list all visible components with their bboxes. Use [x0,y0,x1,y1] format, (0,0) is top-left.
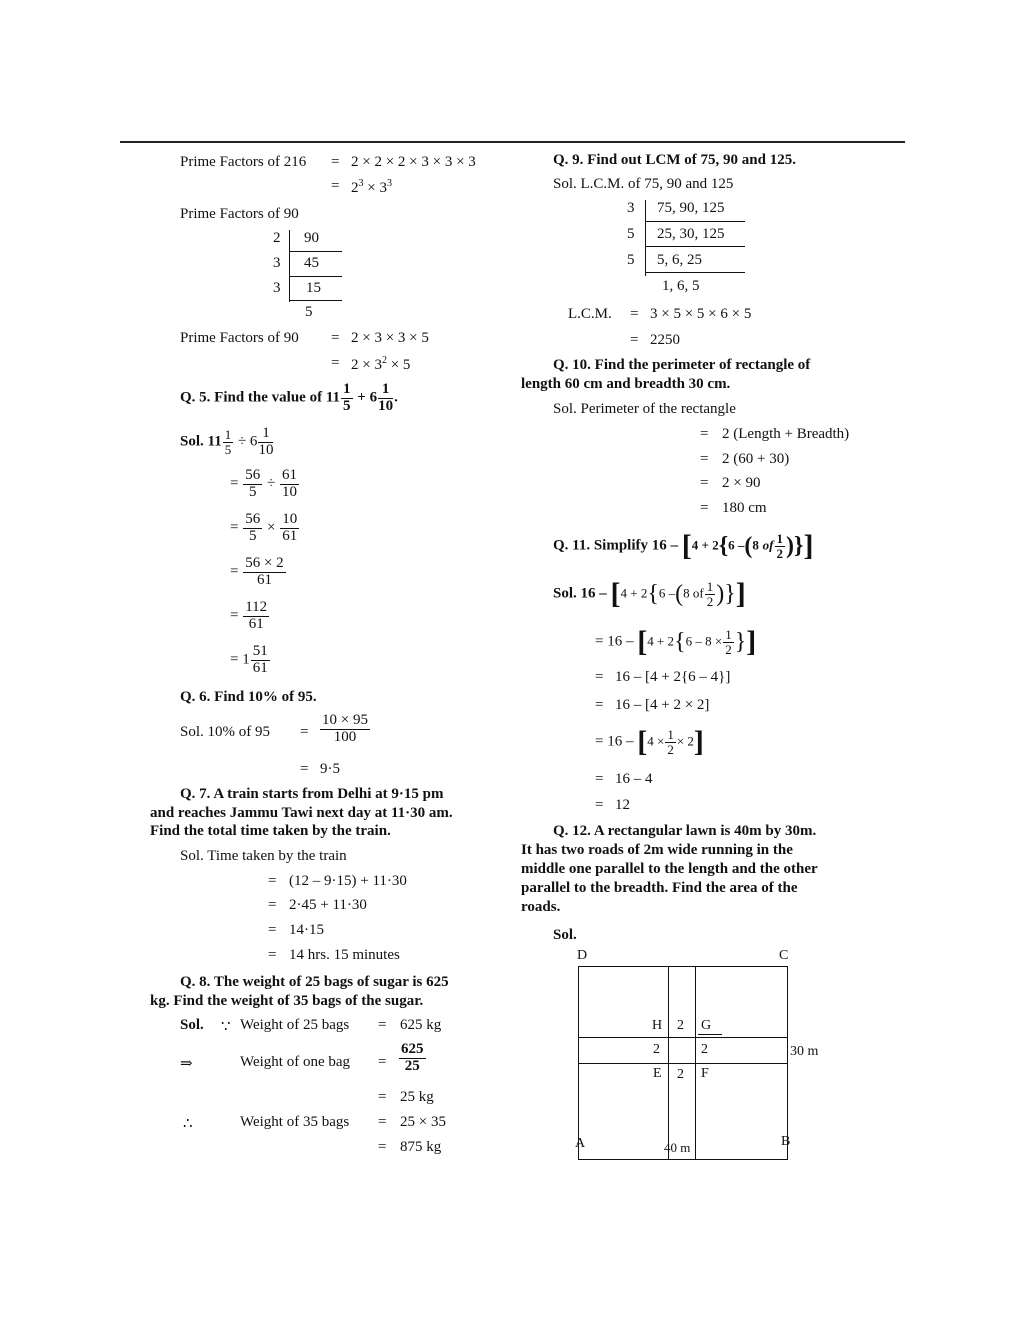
vertex-label-h: H [652,1018,663,1033]
since-symbol: ∵ [221,1019,231,1035]
q11-answer: 12 [615,797,630,813]
frac-den: 61 [252,659,268,676]
eq-sign: = [700,500,709,516]
q6-answer: 9·5 [320,761,340,777]
q7-step: 14·15 [289,922,324,938]
q11-step: 16 – [4 + 2 × 2] [615,697,710,713]
frac [280,512,299,545]
pf90-power-form [351,355,410,374]
road-horizontal-edge [578,1037,788,1038]
bracket-open: [ [610,577,621,611]
q5-sol-line1 [230,468,300,501]
div90-vline [289,230,290,302]
q8-row-value: 625 kg [400,1017,442,1033]
q5-frac2 [378,382,393,415]
eq-sign: = [230,519,239,536]
eq-sign: = [595,797,604,813]
lcm-label: L.C.M. [568,306,612,322]
q5-s0-frac2 [258,426,273,459]
q8-row-label: Weight of one bag [240,1054,351,1070]
q11-sol-line0 [553,577,746,611]
q11-part: 4 × [647,733,665,749]
g-underline [698,1034,722,1035]
q12-sol-label: Sol. [553,927,577,943]
frac-den: 10 [378,397,394,414]
q5-s0-whole: 11 [207,433,222,450]
brace-close: } [724,581,736,608]
pf90-exp: 2 [381,355,387,366]
div90-divisor: 3 [273,280,281,296]
q5-s0-frac1 [223,428,234,456]
pf216-base-b: × 3 [367,180,387,196]
q5-sol-line0 [180,426,274,459]
pf216-exp-b: 3 [386,178,392,189]
frac [243,512,262,545]
frac-den: 2 [725,641,732,657]
q8-sol-label: Sol. [180,1017,204,1033]
q11-part: 4 + 2 [620,585,648,601]
lcm-hline [645,246,745,247]
q8-frac [398,1042,427,1075]
q11-part: 16 – [607,733,634,750]
lcm-values: 75, 90, 125 [657,200,725,216]
eq-sign: = [595,633,604,650]
q6-frac [319,713,371,746]
pf216-eq1: = [331,154,340,170]
lcm-hline [645,221,745,222]
lcm-values: 5, 6, 25 [657,252,702,268]
pf90-title: Prime Factors of 90 [180,206,299,222]
q11-part: 4 + 2 [691,537,719,553]
road-width-label: 2 [653,1042,660,1057]
frac-den: 61 [248,615,264,632]
pf216-label: Prime Factors of 216 [180,154,307,170]
pf90-base: 2 × 3 [351,357,382,373]
q10-sol-label: Sol. Perimeter of the rectangle [553,401,736,417]
lcm-divisor: 5 [627,252,635,268]
div90-value: 90 [304,230,319,246]
frac-den: 61 [282,527,298,544]
frac-den: 5 [343,397,351,414]
eq-sign: = [268,897,277,913]
q11-text: Q. 11. Simplify 16 – [553,537,679,554]
q9-sol-label: Sol. L.C.M. of 75, 90 and 125 [553,176,734,192]
eq-sign: = [378,1054,387,1070]
pf90-eq2: = [331,355,340,371]
frac-num: 51 [252,643,268,659]
div90-divisor: 2 [273,230,281,246]
brace-close: } [734,629,747,656]
q5-text: Q. 5. Find the value of 11 [180,389,341,406]
div90-value: 45 [304,255,319,271]
pf90-value: 2 × 3 × 3 × 5 [351,330,429,346]
q5-frac1 [341,382,353,415]
eq-sign: = [700,426,709,442]
lcm-answer: 2250 [650,332,680,348]
vertex-label-g: G [701,1018,712,1033]
frac-num: 1 [343,381,351,397]
q10-question-line: length 60 cm and breadth 30 cm. [521,376,731,392]
road-width-label: 2 [677,1018,684,1033]
frac-num: 56 × 2 [245,555,284,571]
brace-open: { [718,533,729,560]
eq-sign: = [300,724,309,740]
q11-of: of [762,537,774,553]
eq-sign: = [230,651,239,668]
road-horizontal-edge [578,1063,788,1064]
q12-question-line: roads. [521,899,561,915]
frac-num: 61 [281,467,297,483]
pf90-label: Prime Factors of 90 [180,330,299,346]
eq-sign: = [378,1139,387,1155]
frac [251,644,270,677]
lcm-vline [645,200,646,276]
q11-step: 16 – 4 [615,771,653,787]
q10-question-line: Q. 10. Find the perimeter of rectangle of [553,357,811,373]
q11-question [553,529,814,563]
frac [775,532,786,560]
eq-sign: = [230,607,239,624]
q8-row-value: 25 × 35 [400,1114,446,1130]
frac-num: 1 [224,427,232,443]
frac-den: 100 [333,728,357,745]
bracket-close: ] [746,625,757,659]
frac [243,468,262,501]
eq-sign: = [230,563,239,580]
q5-sol-line3 [230,556,287,589]
frac [705,580,716,608]
eq-sign: = [595,771,604,787]
frac-num: 1 [725,627,732,642]
q11-part: 16 – [607,633,634,650]
bracket-close: ] [735,577,746,611]
q12-question-line: parallel to the breadth. Find the area of the [521,880,798,896]
q6-sol-label: Sol. 10% of 95 [180,724,270,740]
frac [280,468,299,501]
bracket-close: ] [693,725,704,759]
q11-part: 6 – [658,585,676,601]
div90-value: 15 [306,280,321,296]
q8-row-value: 875 kg [400,1139,442,1155]
lcm-values: 1, 6, 5 [662,278,700,294]
frac-den: 61 [256,571,272,588]
q9-question: Q. 9. Find out LCM of 75, 90 and 125. [553,152,796,168]
q11-step: 16 – [4 + 2{6 – 4}] [615,669,731,685]
eq-sign: = [595,697,604,713]
frac-den: 2 [776,545,784,561]
eq-sign: = [300,761,309,777]
lcm-hline [645,272,745,273]
frac-den: 25 [404,1057,420,1074]
q10-step: 2 (Length + Breadth) [722,426,850,442]
vertex-label-c: C [779,948,789,963]
lawn-height-label: 30 m [790,1044,819,1059]
eq-sign: = [230,475,239,492]
q11-sol-line4 [595,725,704,759]
q7-question-line: and reaches Jammu Tawi next day at 11·30 am. [150,805,453,821]
frac [399,1042,426,1075]
header-rule [120,141,905,143]
q12-question-line: middle one parallel to the length and the other [521,861,818,877]
paren-close: ) [716,581,725,608]
lcm-divisor: 3 [627,200,635,216]
q5-sol-label: Sol. [180,433,204,450]
pf90-eq1: = [331,330,340,346]
frac-den: 5 [224,441,232,457]
div90-value: 5 [305,304,313,320]
road-width-label: 2 [677,1067,684,1082]
op: ÷ [266,475,276,492]
bracket-open: [ [637,725,648,759]
eq-sign: = [378,1114,387,1130]
road-width-label: 2 [701,1042,708,1057]
q5-question [180,382,398,415]
div90-hline [289,300,342,301]
frac-num: 1 [378,382,393,399]
vertex-label-f: F [701,1066,709,1081]
q5-sol-line4 [230,600,270,633]
frac-num: 1 [258,426,273,443]
q7-question-line: Find the total time taken by the train. [150,823,391,839]
q5-sol-line5 [230,644,271,677]
pf216-line1 [180,154,306,171]
lcm-expression: 3 × 5 × 5 × 6 × 5 [650,306,752,322]
q11-sol-line1 [595,625,757,659]
vertex-label-d: D [577,948,588,963]
pf216-eq2: = [331,178,340,194]
frac [723,628,734,656]
div90-hline [289,276,342,277]
q8-row-value: 25 kg [400,1089,434,1105]
frac [243,600,269,633]
q11-part: 8 of [683,585,704,601]
q7-step: (12 – 9·15) + 11·30 [289,873,407,889]
frac-num: 1 [667,727,674,742]
frac-den: 10 [281,483,297,500]
eq-sign: = [268,947,277,963]
eq-sign: = [268,873,277,889]
eq-sign: = [378,1017,387,1033]
q11-part: 6 – 8 × [685,633,723,649]
pf216-value: 2 × 2 × 2 × 3 × 3 × 3 [351,154,476,170]
q7-question-line: Q. 7. A train starts from Delhi at 9·15 pm [180,786,444,802]
paren-open: ( [675,581,684,608]
vertex-label-a: A [575,1136,586,1151]
frac [320,713,370,746]
q10-step: 2 × 90 [722,475,761,491]
frac-den: 2 [667,741,674,757]
implies-arrow: ⇒ [180,1056,193,1072]
eq-sign: = [700,451,709,467]
therefore-symbol: ∴ [183,1116,193,1132]
eq-sign: = [268,922,277,938]
lcm-divisor: 5 [627,226,635,242]
q11-part: × 2 [676,733,694,749]
q6-question: Q. 6. Find 10% of 95. [180,689,317,705]
bracket-open: [ [681,529,692,563]
vertex-label-e: E [653,1066,662,1081]
q7-step: 14 hrs. 15 minutes [289,947,400,963]
vertex-label-b: B [781,1134,791,1149]
q7-sol-label: Sol. Time taken by the train [180,848,347,864]
q5-op: + 6 [357,389,378,406]
pf90-tail: × 5 [390,357,411,373]
brace-open: { [674,629,686,656]
q7-step: 2·45 + 11·30 [289,897,367,913]
frac-num: 56 [245,511,261,527]
brace-open: { [647,581,659,608]
frac-num: 10 [282,511,298,527]
eq-sign: = [630,306,639,322]
lawn-width-label: 40 m [664,1140,691,1155]
q12-question-line: It has two roads of 2m wide running in the [521,842,793,858]
eq-sign: = [630,332,639,348]
frac-num: 112 [245,599,268,615]
frac-num: 625 [401,1041,424,1057]
frac [243,556,285,589]
eq-sign: = [595,669,604,685]
q11-part: 8 [752,537,759,553]
q8-question-line: kg. Find the weight of 35 bags of the sugar. [150,993,424,1009]
q8-question-line: Q. 8. The weight of 25 bags of sugar is 625 [180,974,449,990]
q10-step: 180 cm [722,500,767,516]
frac-den: 5 [248,483,257,500]
q11-sol-label: Sol. 16 – [553,585,607,602]
pf216-exp-a: 3 [358,178,364,189]
eq-sign: = [378,1089,387,1105]
pf216-power-form [351,178,392,197]
frac-num: 10 × 95 [322,712,368,728]
frac [665,728,676,756]
bracket-open: [ [637,625,648,659]
op: × [266,519,276,536]
frac-den: 5 [248,527,257,544]
whole: 1 [242,651,250,668]
q5-sol-line2 [230,512,300,545]
q8-row-label: Weight of 35 bags [240,1114,350,1130]
pf216-base-a: 2 [351,180,359,196]
lcm-values: 25, 30, 125 [657,226,725,242]
eq-sign: = [700,475,709,491]
frac-num: 1 [776,531,784,546]
frac-num: 56 [245,467,261,483]
frac-num: 1 [706,579,714,594]
bracket-close: ] [803,529,814,563]
q5-s0-op: ÷ 6 [237,433,258,450]
div90-divisor: 3 [273,255,281,271]
paren-open: ( [744,533,753,560]
q12-question-line: Q. 12. A rectangular lawn is 40m by 30m. [553,823,817,839]
frac-den: 2 [706,593,714,609]
div90-hline [289,251,342,252]
q10-step: 2 (60 + 30) [722,451,790,467]
q11-part: 6 – [728,537,745,553]
eq-sign: = [595,733,604,750]
brace-close: } [794,533,804,560]
frac-den: 10 [258,441,274,458]
q5-dot: . [394,389,398,406]
q8-row-label: Weight of 25 bags [240,1017,350,1033]
paren-close: ) [786,533,795,560]
q11-part: 4 + 2 [647,633,675,649]
